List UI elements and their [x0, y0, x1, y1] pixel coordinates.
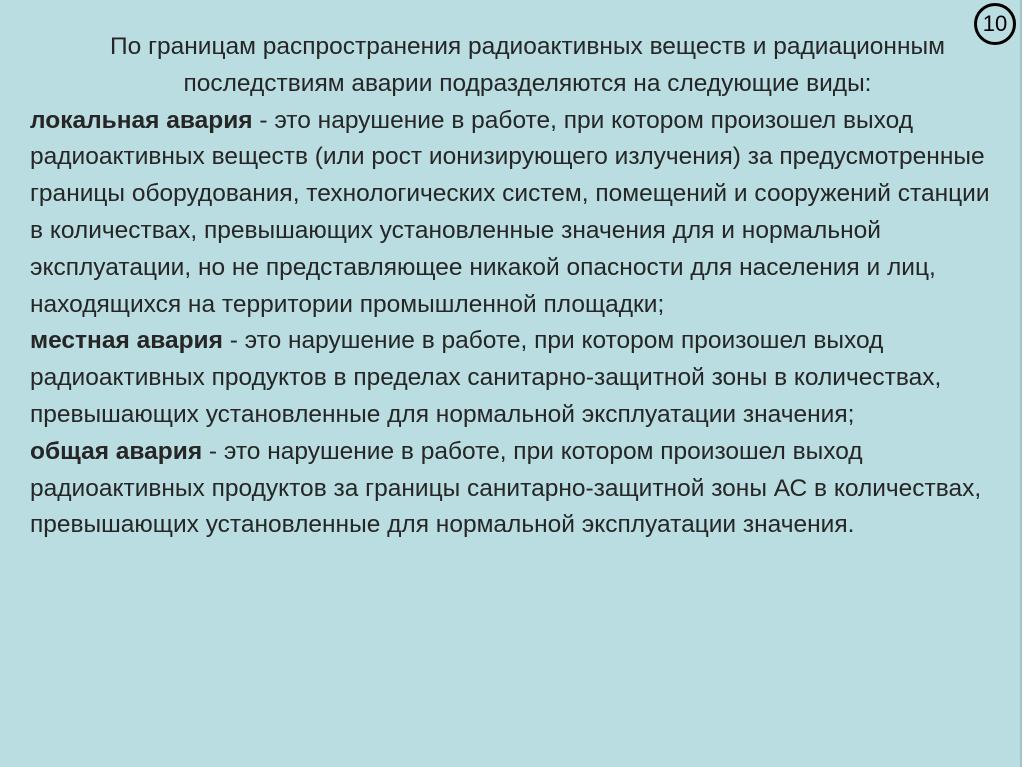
definition-general — [30, 434, 1005, 544]
slide-edge — [1020, 0, 1022, 767]
definition-local — [30, 103, 1005, 324]
definition-text: - это нарушение в работе, при котором произошел выход радиоактивных продуктов за границы санитарно-защитной зоны АС в количествах, превышающих установленные для нормальной эксплуатации значения. — [30, 437, 982, 539]
slide-heading: По границам распространения радиоактивных веществ и радиационным последствиям аварии подразделяются на следующие виды: — [110, 33, 945, 97]
definition-text: - это нарушение в работе, при котором произошел выход радиоактивных веществ (или рост ионизирующего излучения) за предусмотренные границы оборудования, технологических систем, помещений и сооружений станции в количествах, превышающих установленные значения для и нормальной эксплуатации, но не представляющее никакой опасности для населения и лиц, находящихся на территории промышленной площадки; — [30, 106, 990, 318]
definition-term: локальная авария — [30, 106, 253, 134]
definition-term: местная авария — [30, 327, 223, 355]
definition-term: общая авария — [30, 437, 203, 465]
definition-text: - это нарушение в работе, при котором произошел выход радиоактивных продуктов в пределах санитарно-защитной зоны в количествах, превышающих установленные для нормальной эксплуатации значения; — [30, 327, 942, 428]
page-number: 10 — [982, 11, 1008, 36]
slide-content — [30, 29, 1005, 544]
definition-site — [30, 323, 1005, 433]
